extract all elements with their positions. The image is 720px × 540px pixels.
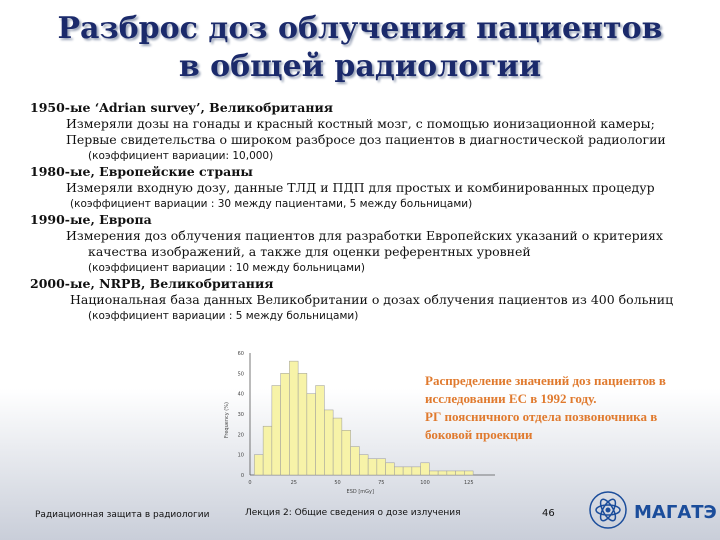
section-heading: 2000-ые, NRPB, Великобритания	[30, 276, 274, 291]
histogram-bar	[281, 373, 290, 475]
histogram-bar	[403, 467, 412, 475]
caption-line: Распределение значений доз пациентов в	[425, 373, 666, 388]
variation-note: (коэффициент вариации : 30 между пациентами, 5 между больницами)	[70, 198, 473, 210]
section-1950s	[30, 100, 700, 164]
caption-line: РГ поясничного отдела позвоночника в	[425, 409, 658, 424]
section-2000s	[30, 276, 700, 324]
histogram-bar	[368, 459, 377, 475]
section-line: Национальная база данных Великобритании о дозах облучения пациентов из 400 больниц	[70, 292, 674, 307]
histogram-bar	[324, 410, 333, 475]
page-title	[0, 10, 720, 86]
y-tick-label: 40	[237, 391, 244, 398]
y-tick-label: 30	[237, 412, 244, 418]
histogram-bar	[272, 386, 281, 475]
y-axis-label: Frequency (%)	[224, 402, 230, 439]
caption-line: боковой проекции	[425, 427, 533, 442]
histogram-bar	[464, 471, 473, 475]
title-line-2: в общей радиологии	[178, 49, 542, 84]
histogram-bar	[342, 430, 351, 475]
page-number: 46	[542, 508, 555, 519]
section-line: Первые свидетельства о широком разбросе доз пациентов в диагностической радиологии	[66, 132, 666, 147]
histogram-bar	[359, 455, 368, 475]
histogram-bar	[307, 394, 316, 475]
x-tick-label: 0	[248, 480, 252, 486]
org-name: МАГАТЭ	[634, 502, 717, 523]
variation-note: (коэффициент вариации : 10 между больницами)	[88, 262, 365, 274]
x-tick-label: 125	[463, 480, 474, 486]
section-line: Измерения доз облучения пациентов для разработки Европейских указаний о критериях	[66, 228, 663, 243]
section-line: качества изображений, а также для оценки референтных уровней	[88, 244, 531, 259]
histogram-bar	[289, 361, 298, 475]
footer-course: Радиационная защита в радиологии	[35, 510, 210, 520]
iaea-logo-icon	[588, 490, 628, 530]
survey-list	[30, 100, 700, 324]
x-tick-label: 50	[334, 480, 341, 486]
x-tick-label: 75	[378, 480, 385, 486]
section-heading: 1950-ые ‘Adrian survey’, Великобритания	[30, 100, 333, 115]
histogram-bar	[351, 447, 360, 475]
histogram-caption	[425, 372, 700, 444]
histogram-bar	[447, 471, 456, 475]
histogram-bar	[429, 471, 438, 475]
histogram-bar	[298, 373, 307, 475]
histogram-bar	[394, 467, 403, 475]
section-line: Измеряли входную дозу, данные ТЛД и ПДП для простых и комбинированных процедур	[66, 180, 655, 195]
footer-lecture: Лекция 2: Общие сведения о дозе излучения	[245, 508, 461, 518]
variation-note: (коэффициент вариации : 5 между больницами)	[88, 310, 359, 322]
histogram-bar	[316, 386, 325, 475]
histogram-bar	[421, 463, 430, 475]
section-heading: 1980-ые, Европейские страны	[30, 164, 253, 179]
section-1990s	[30, 212, 700, 276]
histogram-bar	[377, 459, 386, 475]
title-line-1: Разброс доз облучения пациентов	[57, 11, 663, 46]
y-tick-label: 60	[237, 351, 244, 357]
x-tick-label: 100	[420, 480, 430, 486]
histogram-bar	[254, 455, 263, 475]
histogram-bar	[263, 426, 272, 475]
histogram-bar	[333, 418, 342, 475]
variation-note: (коэффициент вариации: 10,000)	[88, 150, 274, 162]
section-1980s	[30, 164, 700, 212]
histogram-bar	[412, 467, 421, 475]
histogram-bar	[456, 471, 465, 475]
y-tick-label: 50	[237, 371, 244, 378]
section-line: Измеряли дозы на гонады и красный костный мозг, с помощью ионизационной камеры;	[66, 116, 655, 131]
histogram-bar	[386, 463, 395, 475]
histogram-bar	[438, 471, 447, 475]
x-axis-label: ESD [mGy]	[346, 489, 374, 495]
section-heading: 1990-ые, Европа	[30, 212, 152, 227]
y-tick-label: 10	[237, 452, 244, 459]
y-tick-label: 0	[240, 473, 244, 479]
y-tick-label: 20	[237, 432, 244, 439]
caption-line: исследовании ЕС в 1992 году.	[425, 391, 597, 406]
footer	[0, 480, 720, 540]
x-tick-label: 25	[290, 480, 297, 486]
